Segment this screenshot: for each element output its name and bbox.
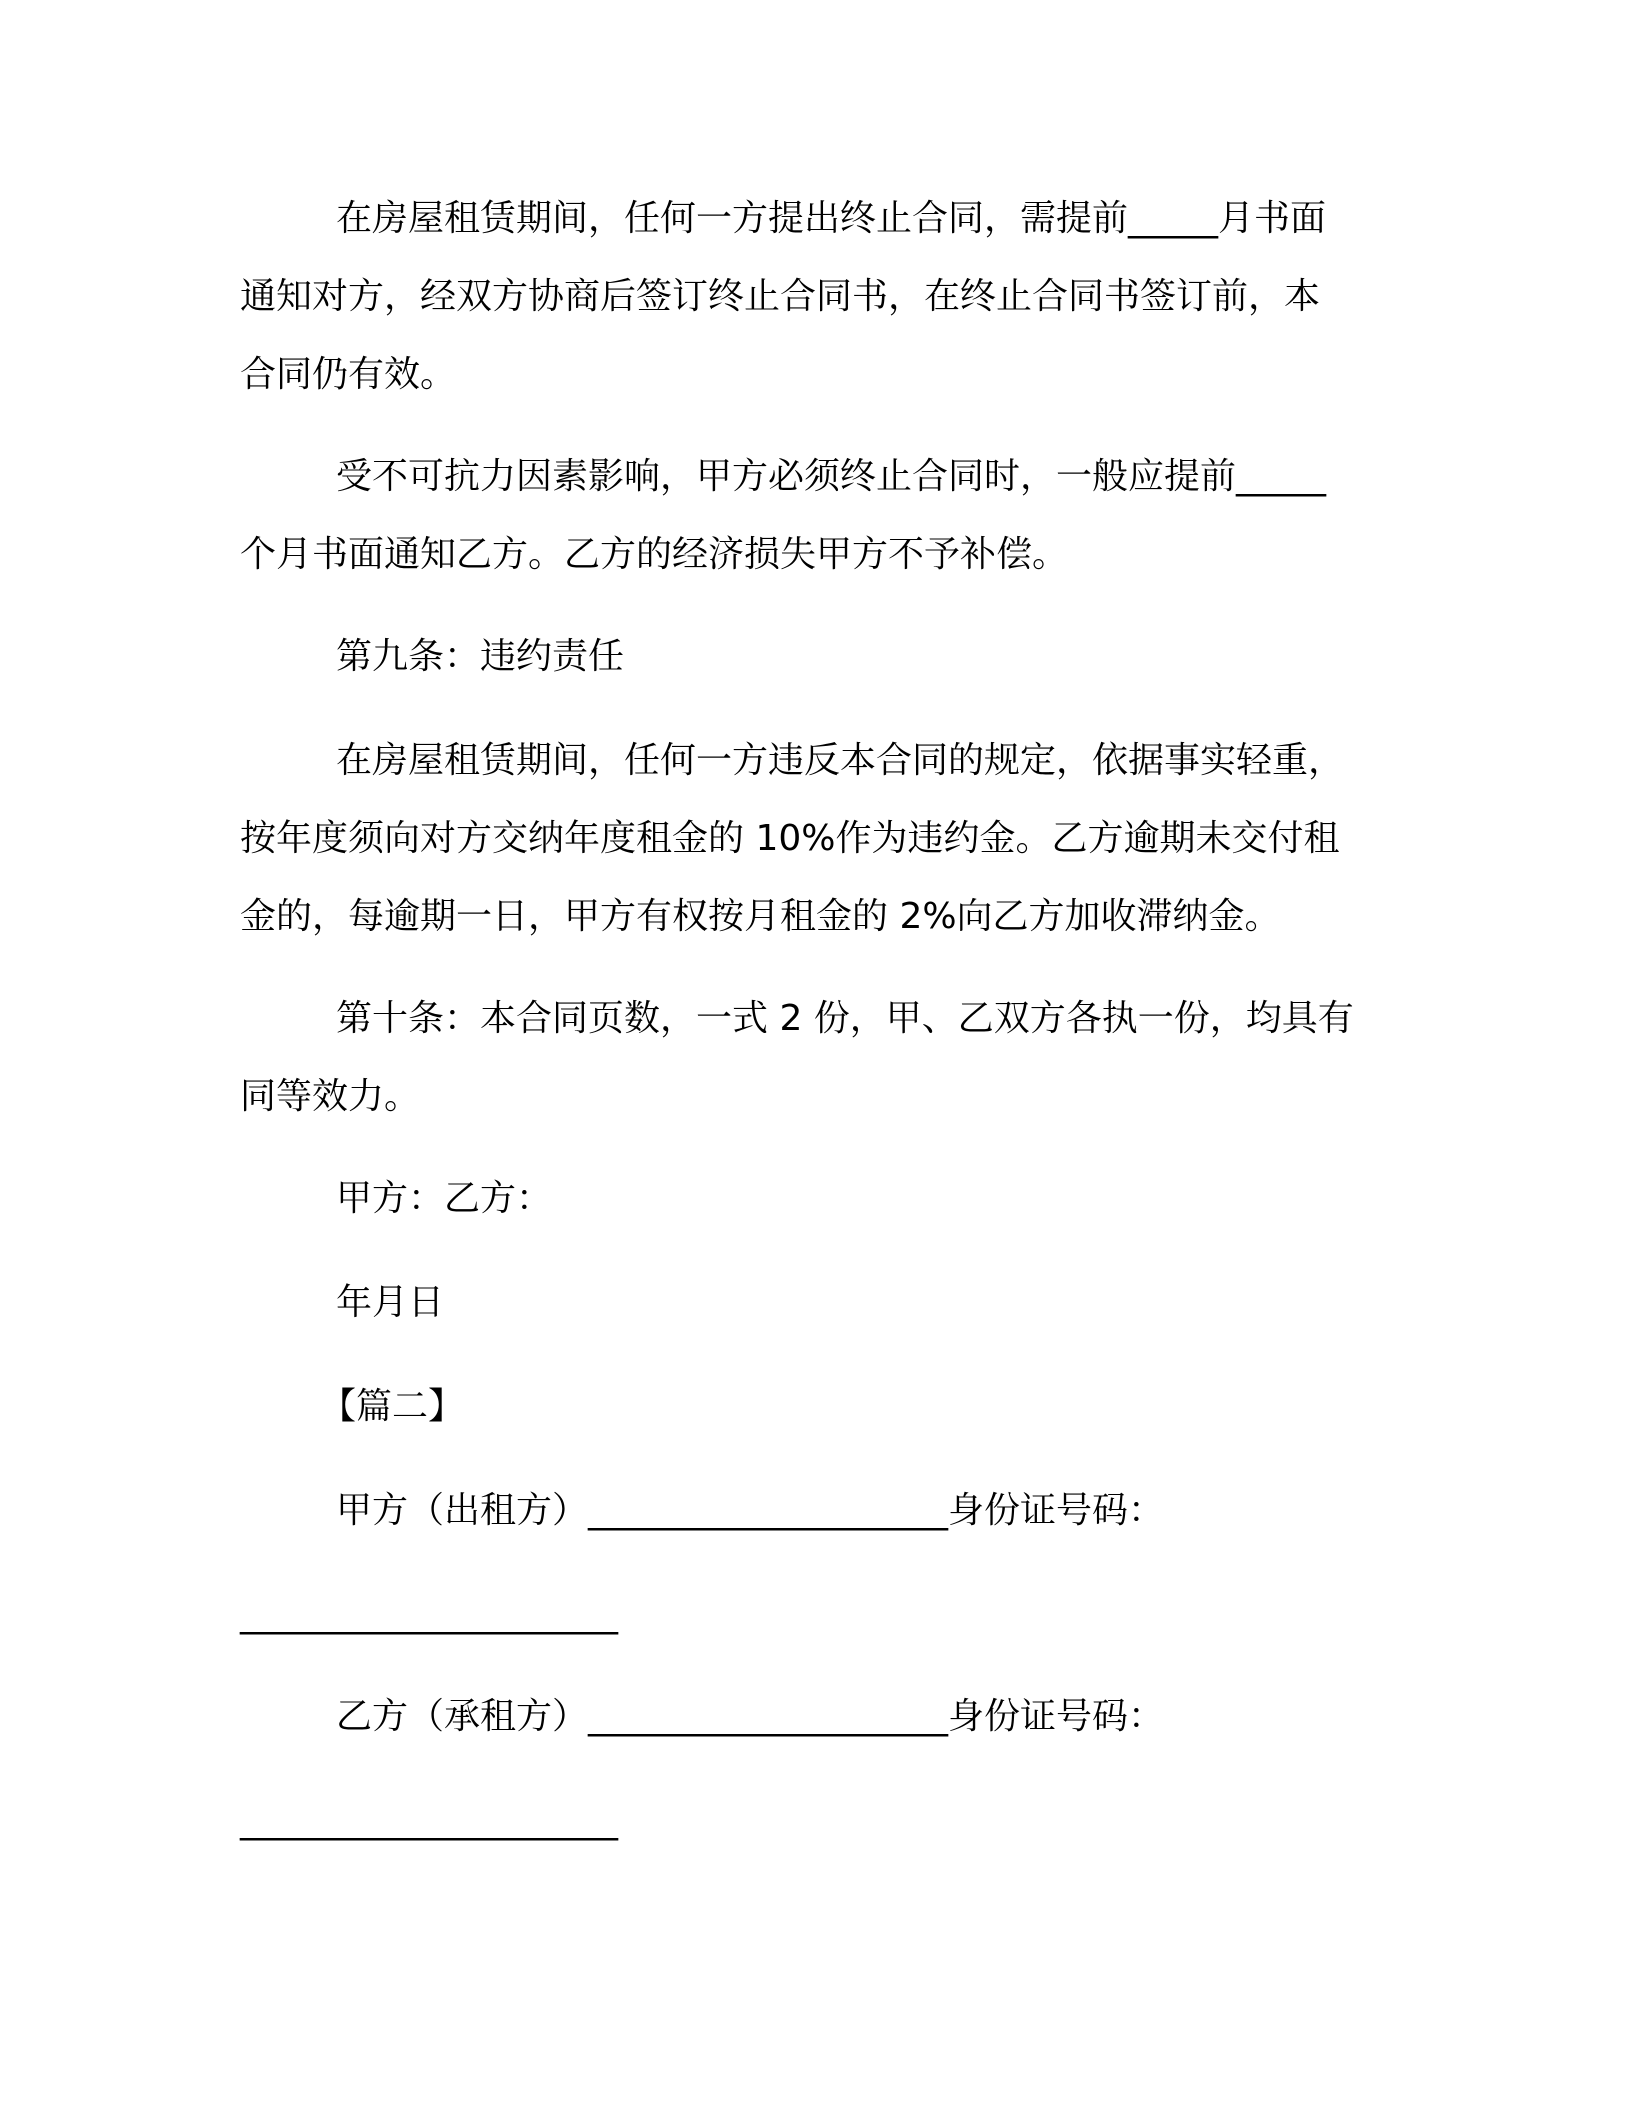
party-a-lessor-line bbox=[240, 1472, 1390, 1550]
signature-date bbox=[240, 1264, 1390, 1342]
signature-parties bbox=[240, 1160, 1390, 1238]
text-line: 个月书面通知乙方。乙方的经济损失甲方不予补偿。 bbox=[240, 534, 1069, 575]
paragraph-breach-liability bbox=[240, 722, 1390, 956]
paragraph-termination-notice bbox=[240, 180, 1390, 414]
section-heading-part-two bbox=[240, 1368, 1390, 1446]
text-line: 受不可抗力因素影响，甲方必须终止合同时，一般应提前_____ bbox=[336, 456, 1327, 497]
party-b-id-blank: _____________________ bbox=[240, 1800, 618, 1841]
party-a-id-blank: _____________________ bbox=[240, 1594, 618, 1635]
paragraph-force-majeure bbox=[240, 438, 1390, 594]
text-line: 按年度须向对方交纳年度租金的 10%作为违约金。乙方逾期未交付租 bbox=[240, 818, 1340, 859]
text-line: 金的，每逾期一日，甲方有权按月租金的 2%向乙方加收滞纳金。 bbox=[240, 896, 1281, 937]
text-line: 在房屋租赁期间，任何一方提出终止合同，需提前_____月书面 bbox=[336, 198, 1327, 239]
text-line: 在房屋租赁期间，任何一方违反本合同的规定，依据事实轻重， bbox=[336, 740, 1345, 781]
document-page bbox=[240, 180, 1390, 1884]
text-line: 甲方（出租方）____________________身份证号码： bbox=[336, 1490, 1165, 1531]
text-line: 年月日 bbox=[336, 1282, 445, 1323]
text-line: 乙方（承租方）____________________身份证号码： bbox=[336, 1696, 1165, 1737]
text-line: 第十条：本合同页数，一式 2 份，甲、乙双方各执一份，均具有 bbox=[336, 998, 1354, 1039]
text-line: 同等效力。 bbox=[240, 1076, 421, 1117]
text-line: 【篇二】 bbox=[320, 1386, 465, 1427]
article-9-heading bbox=[240, 618, 1390, 696]
text-line: 通知对方，经双方协商后签订终止合同书，在终止合同书签订前，本 bbox=[240, 276, 1321, 317]
article-10-copies bbox=[240, 980, 1390, 1136]
party-b-lessee-line bbox=[240, 1678, 1390, 1756]
text-line: 第九条：违约责任 bbox=[336, 636, 625, 677]
text-line: 甲方：乙方： bbox=[336, 1178, 553, 1219]
text-line: 合同仍有效。 bbox=[240, 354, 457, 395]
